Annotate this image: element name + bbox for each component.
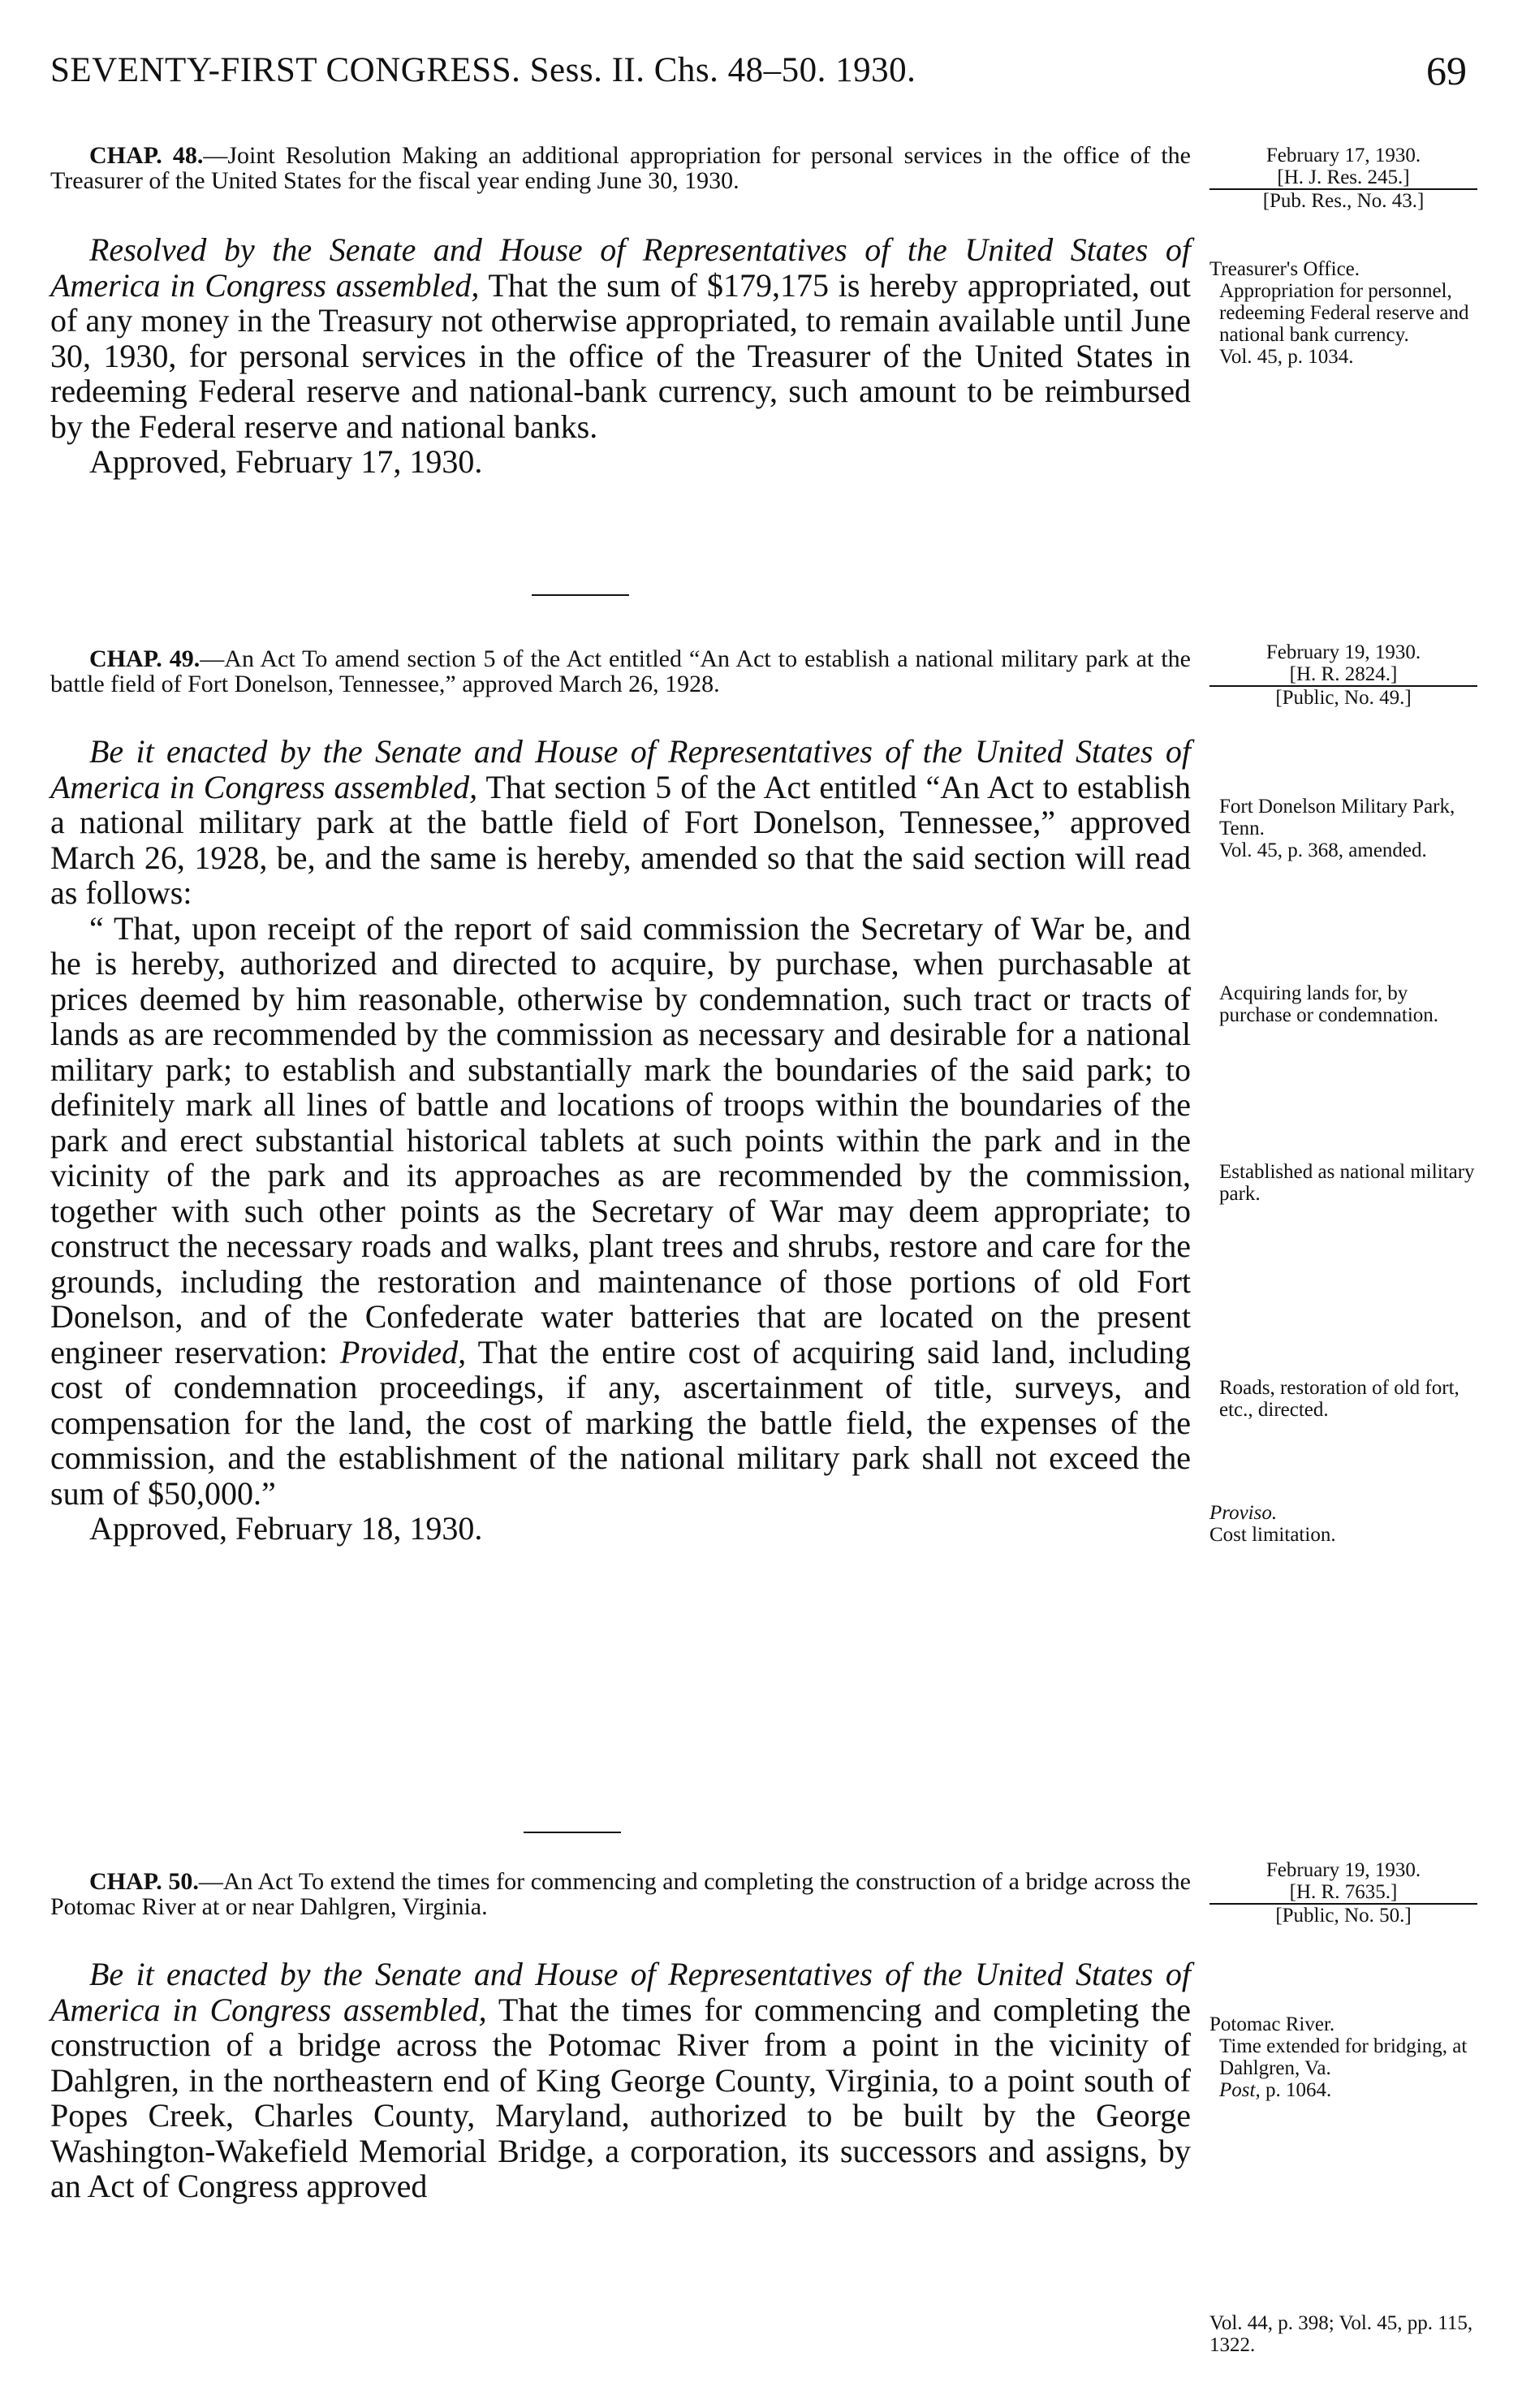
- section-divider: [532, 594, 629, 596]
- sidenote: Vol. 45, p. 1034.: [1219, 346, 1354, 368]
- sidenote: Established as national military park.: [1219, 1161, 1475, 1205]
- sidenote: Fort Donelson Military Park, Tenn.: [1219, 796, 1455, 839]
- chapter-48-number: CHAP. 48.: [89, 142, 204, 169]
- sidenote-proviso: [1209, 1502, 1477, 1524]
- chapter-49-amended-section: [50, 911, 1191, 1512]
- chapter-50-sidenote-a: [1209, 2013, 1477, 2101]
- proviso-word: Provided,: [339, 1333, 467, 1370]
- page-header: [50, 50, 1467, 109]
- sidenote: Vol. 44, p. 398; Vol. 45, pp. 115, 1322.: [1209, 2312, 1473, 2356]
- approval-date: February 19, 1930.: [1265, 1859, 1421, 1881]
- sidenote: Acquiring lands for, by purchase or condemnation.: [1219, 982, 1439, 1026]
- chapter-49-approved: Approved, February 18, 1930.: [89, 1510, 483, 1547]
- chapter-50-number: CHAP. 50.: [89, 1868, 199, 1895]
- approval-date: February 17, 1930.: [1265, 145, 1421, 166]
- chapter-48-caption: [50, 143, 1191, 193]
- chapter-48-title: —Joint Resolution Making an additional appropriation for personal services in the office of the Treasurer of the United States for the fiscal year ending June 30, 1930.: [50, 142, 1191, 194]
- enacting-clause: Be it enacted by the Senate and House of Representatives of the United States of America in Congress assembled,: [50, 733, 1191, 805]
- chapter-49: [50, 646, 1191, 1547]
- chapter-49-sidenote-a: [1209, 796, 1477, 861]
- sidenote: Potomac River.: [1209, 2013, 1335, 2035]
- chapter-48-body: That the sum of $179,175 is hereby appropriated, out of any money in the Treasury not otherwise appropriated, to remain available until June 30, 1930, for personal services in the office of the Treasurer of the United States in redeeming Federal reserve and national-bank currency, such amount to be reimbursed by the Federal reserve and national banks.: [50, 266, 1191, 445]
- chapter-49-sidenote-d: [1209, 1377, 1477, 1421]
- chapter-49-text: [50, 734, 1191, 911]
- bill-number: [H. R. 2824.]: [1209, 663, 1477, 687]
- chapter-48-approved: Approved, February 17, 1930.: [89, 443, 483, 480]
- chapter-49-body: That section 5 of the Act entitled “An Act to establish a national military park at the battle field of Fort Donelson, Tennessee,” approved March 26, 1928, be, and the same is hereby, amended so that the said section will read as follows:: [50, 768, 1191, 911]
- amended-text-proviso: That the entire cost of acquiring said land, including cost of condemnation proceedings, if any, ascertainment of title, surveys, and compensation for the land, the cost of marking the battle field, the expenses of the commission, and the establishment of the national military park shall not exceed the sum of $50,000.”: [50, 1333, 1191, 1512]
- proviso-label: Proviso.: [1209, 1502, 1278, 1524]
- chapter-49-sidenote-c: [1209, 1161, 1477, 1205]
- sidenote-post: [1209, 2079, 1477, 2101]
- chapter-48-sidenotes: [1209, 258, 1477, 368]
- chapter-50-body: That the times for commencing and completing the construction of a bridge across the Potomac River from a point in the vicinity of Dahlgren, in the northeastern end of King George County, Virginia, to a point south of Popes Creek, Charles County, Maryland, authorized to be built by the George Washington-Wakefield Memorial Bridge, a corporation, its successors and assigns, by an Act of Congress approved: [50, 1991, 1191, 2204]
- amended-text: “ That, upon receipt of the report of said commission the Secretary of War be, and he is hereby, authorized and directed to acquire, by purchase, when purchasable at prices deemed by him reasonable, otherwise by condemnation, such tract or tracts of lands as are recommended by the commission as necessary and desirable for a national military park; to establish and substantially mark the boundaries of the said park; to definitely mark all lines of battle and locations of troops within the boundaries of the park and erect substantial historical tablets at such points within the park and in the vicinity of the park and its approaches as are recommended by the commission, together with such other points as the Secretary of War may deem appropriate; to construct the necessary roads and walks, plant trees and shrubs, restore and care for the grounds, including the restoration and maintenance of those portions of old Fort Donelson, and of the Confederate water batteries that are located on the present engineer reservation:: [50, 909, 1191, 1370]
- law-number: [Public, No. 50.]: [1275, 1905, 1412, 1927]
- chapter-49-number: CHAP. 49.: [89, 645, 200, 672]
- law-number: [Pub. Res., No. 43.]: [1262, 190, 1425, 212]
- chapter-49-title: —An Act To amend section 5 of the Act entitled “An Act to establish a national military park at the battle field of Fort Donelson, Tennessee,” approved March 26, 1928.: [50, 645, 1191, 697]
- sidenote: Vol. 45, p. 368, amended.: [1219, 839, 1427, 861]
- chapter-50-sidenote-b: [1209, 2312, 1477, 2356]
- chapter-50-caption: [50, 1869, 1191, 1919]
- running-title: SEVENTY-FIRST CONGRESS. Sess. II. Chs. 48–50. 1930.: [50, 51, 916, 89]
- law-number: [Public, No. 49.]: [1275, 687, 1412, 709]
- chapter-48: [50, 143, 1191, 480]
- chapter-49-sidenote-b: [1209, 982, 1477, 1026]
- bill-number: [H. R. 7635.]: [1209, 1881, 1477, 1905]
- chapter-48-margin: [1209, 145, 1477, 212]
- chapter-49-margin: [1209, 641, 1477, 709]
- post-label: Post,: [1219, 2079, 1261, 2101]
- chapter-50-text: [50, 1957, 1191, 2204]
- sidenote: Cost limitation.: [1209, 1524, 1336, 1546]
- sidenote: Appropriation for personnel, redeeming Federal reserve and national bank currency.: [1219, 280, 1469, 346]
- chapter-49-caption: [50, 646, 1191, 697]
- chapter-50-title: —An Act To extend the times for commencing and completing the construction of a bridge across the Potomac River at or near Dahlgren, Virginia.: [50, 1868, 1191, 1920]
- sidenote: Treasurer's Office.: [1209, 258, 1360, 280]
- bill-number: [H. J. Res. 245.]: [1209, 166, 1477, 190]
- enacting-clause: Resolved by the Senate and House of Representatives of the United States of America in Congress assembled,: [50, 231, 1191, 304]
- approval-date: February 19, 1930.: [1265, 641, 1421, 663]
- page-number: 69: [1426, 48, 1467, 93]
- chapter-49-sidenote-e: [1209, 1502, 1477, 1546]
- enacting-clause: Be it enacted by the Senate and House of Representatives of the United States of America in Congress assembled,: [50, 1956, 1191, 2028]
- chapter-50-margin: [1209, 1859, 1477, 1927]
- sidenote: Roads, restoration of old fort, etc., directed.: [1219, 1377, 1459, 1421]
- post-page: p. 1064.: [1260, 2079, 1332, 2101]
- sidenote: Time extended for bridging, at Dahlgren, Va.: [1219, 2035, 1468, 2079]
- section-divider: [524, 1832, 621, 1833]
- chapter-48-text: [50, 232, 1191, 444]
- chapter-50: [50, 1869, 1191, 2204]
